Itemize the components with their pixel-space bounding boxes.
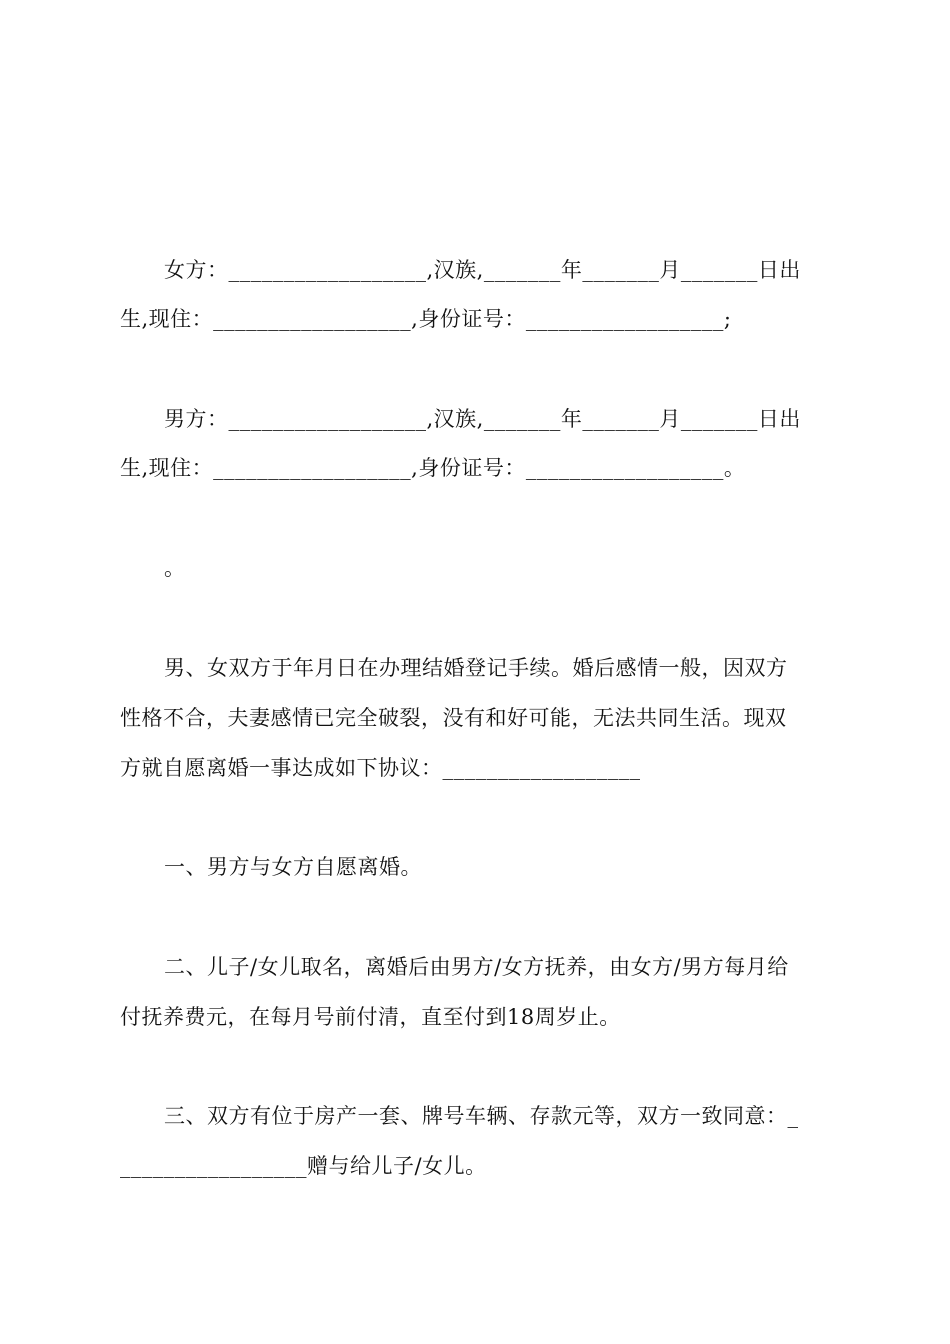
clause-1: 一、男方与女方自愿离婚。 bbox=[164, 855, 422, 879]
male-party-line-1: 男方：__________________,汉族,_______年_______月_______日出 bbox=[164, 407, 801, 431]
clause-3-line-2: _________________赠与给儿子/女儿。 bbox=[120, 1154, 487, 1178]
clause-2-line-2: 付抚养费元，在每月号前付清，直至付到18周岁止。 bbox=[120, 1005, 621, 1029]
clause-3-line-1: 三、双方有位于房产一套、牌号车辆、存款元等，双方一致同意：_ bbox=[164, 1104, 799, 1128]
clause-2-line-1: 二、儿子/女儿取名，离婚后由男方/女方抚养，由女方/男方每月给 bbox=[164, 955, 789, 979]
intro-line-1: 男、女双方于年月日在办理结婚登记手续。婚后感情一般，因双方 bbox=[164, 656, 788, 680]
male-party-line-2: 生,现住：__________________,身份证号：__________________。 bbox=[120, 456, 746, 480]
intro-line-3: 方就自愿离婚一事达成如下协议：__________________ bbox=[120, 756, 641, 780]
female-party-line-2: 生,现住：__________________,身份证号：__________________; bbox=[120, 307, 732, 331]
lone-period: 。 bbox=[164, 556, 186, 580]
intro-line-2: 性格不合，夫妻感情已完全破裂，没有和好可能，无法共同生活。现双 bbox=[120, 706, 787, 730]
female-party-line-1: 女方：__________________,汉族,_______年_______月_______日出 bbox=[164, 258, 801, 282]
